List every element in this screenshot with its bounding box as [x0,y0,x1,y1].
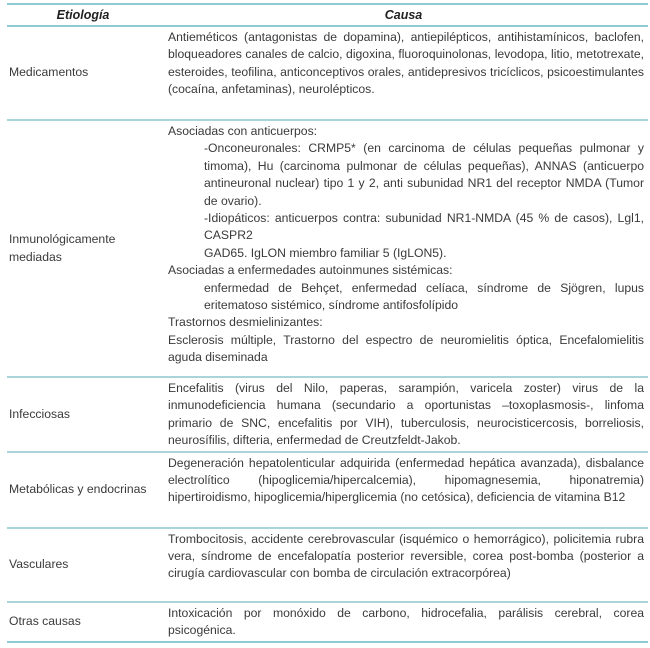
cause-cell: Encefalitis (virus del Nilo, paperas, sarampión, varicela zoster) virus de la inmunodeficiencia humana (secundario a oportunistas –toxoplasmosis-, linfoma primario de SNC, encefalitis por VIH), tuberculosis, neurocisticercosis, borreliosis, neurosífilis, difteria, enfermedad de Creutzfeldt-Jakob. [159,377,648,452]
cause-subheading: Asociadas con anticuerpos: [168,124,318,138]
cause-cell [159,120,648,377]
table-row [7,377,648,452]
etiology-cell: Metabólicas y endocrinas [7,452,159,528]
table-row [7,120,648,377]
etiology-cell: Otras causas [7,602,159,642]
header-etiologia: Etiología [7,4,159,26]
cause-subitem: -Idiopáticos: anticuerpos contra: subunidad NR1-NMDA (45 % de casos), Lgl1, CASPR2 [204,211,644,243]
cause-cell: Intoxicación por monóxido de carbono, hidrocefalia, parálisis cerebral, corea psicogénica. [159,602,648,642]
cause-subitem: -Onconeuronales: CRMP5* (en carcinoma de células pequeñas pulmonar y timoma), Hu (carcinoma pulmonar de células pequeñas), ANNAS (anticuerpo antineuronal nuclear) tipo 1 y 2, anti subunidad NR1 del receptor NMDA (Tumor de ovario). [204,141,644,208]
cause-cell: Antieméticos (antagonistas de dopamina), antiepilépticos, antihistamínicos, baclofen, bloqueadores canales de calcio, digoxina, fluoroquinolonas, levodopa, litio, metotrexate, esteroides, teofilina, anticonceptivos orales, antidepresivos tricíclicos, psicoestimulantes (cocaína, anfetaminas), neurolépticos. [159,26,648,120]
etiology-cell: Inmunológicamente mediadas [7,120,159,377]
table-row [7,26,648,120]
table-row [7,602,648,642]
table-row [7,452,648,528]
cause-subitem: Esclerosis múltiple, Trastorno del espectro de neuromielitis óptica, Encefalomielitis aguda diseminada [168,332,644,365]
etiology-table [7,3,648,643]
cause-subheading: Asociadas a enfermedades autoinmunes sistémicas: [168,263,453,278]
table-header-row [7,4,648,26]
cause-subitem: GAD65. IgLON miembro familiar 5 (IgLON5). [204,245,447,260]
cause-subitem: enfermedad de Behçet, enfermedad celíaca, síndrome de Sjögren, lupus eritematoso sistémico, síndrome antifosfolípido [204,280,644,313]
table-row [7,528,648,602]
cause-subheading: Trastornos desmielinizantes: [168,315,323,330]
etiology-cell: Medicamentos [7,26,159,120]
cause-cell: Trombocitosis, accidente cerebrovascular (isquémico o hemorrágico), policitemia rubra vera, síndrome de encefalopatía posterior reversible, corea post-bomba (posterior a cirugía cardiovascular con bomba de circulación extracorpórea) [159,528,648,602]
cause-cell: Degeneración hepatolenticular adquirida (enfermedad hepática avanzada), disbalance electrolítico (hipoglicemia/hipercalcemia), hipomagnesemia, hiponatremia) hipertiroidismo, hipoglicemia/hiperglicemia (no cetósica), deficiencia de vitamina B12 [159,452,648,528]
etiology-cell: Infecciosas [7,377,159,452]
header-causa: Causa [159,4,648,26]
etiology-cell: Vasculares [7,528,159,602]
